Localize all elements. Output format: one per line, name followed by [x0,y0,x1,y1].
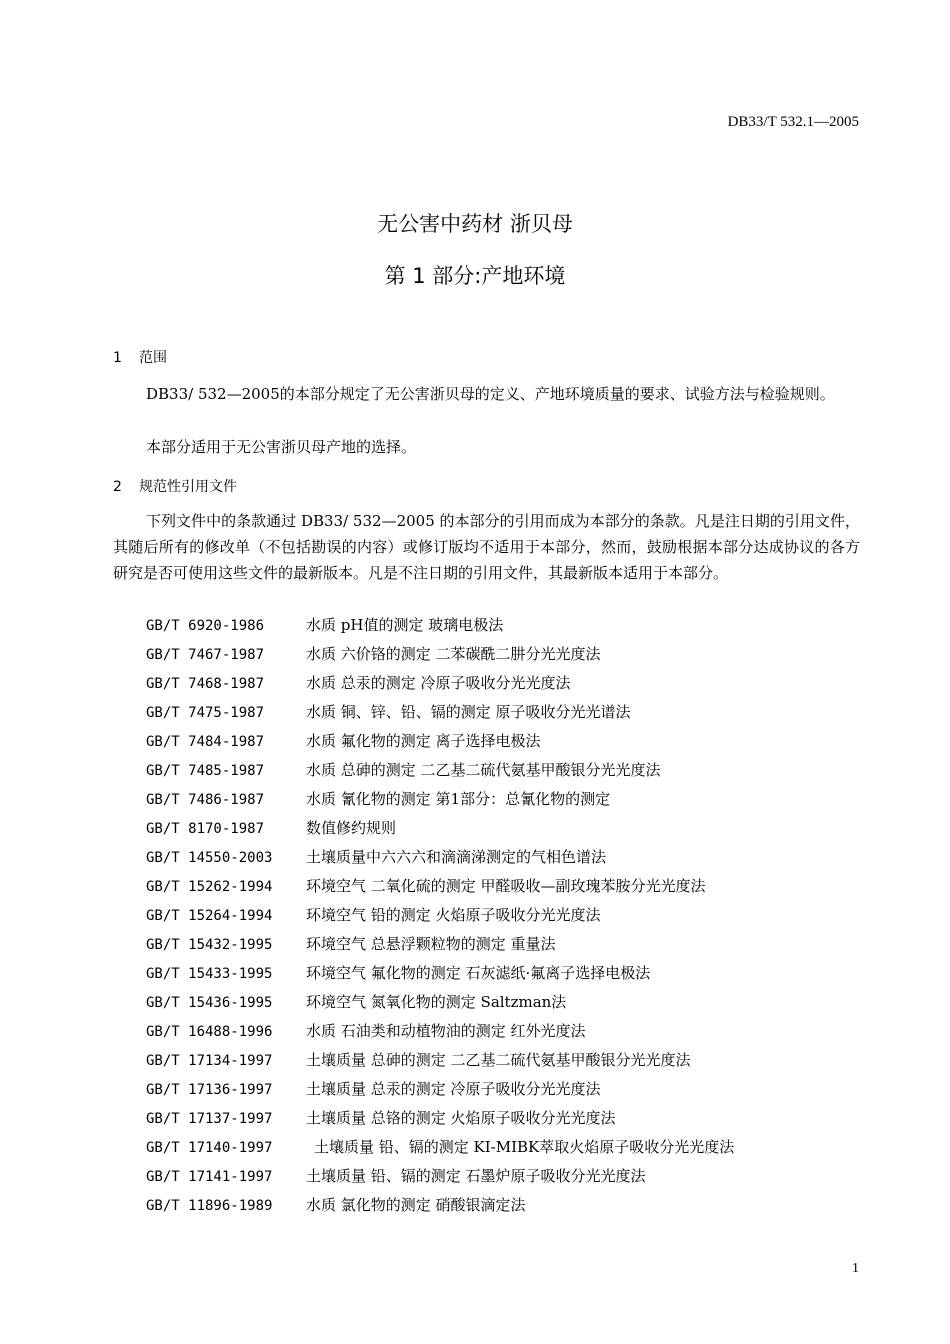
reference-code: GB/T 7475-1987 [146,705,265,721]
reference-title: 土壤质量 总汞的测定 冷原子吸收分光光度法 [306,1080,601,1098]
reference-item [146,727,860,756]
section-2-paragraph: 下列文件中的条款通过 DB33/ 532—2005 的本部分的引用而成为本部分的条款。凡是注日期的引用文件，其随后所有的修改单（不包括勘误的内容）或修订版均不适用于本部分，然而，鼓励根据本部分达成协议的各方研究是否可使用这些文件的最新版本。凡是不注日期的引用文件，其最新版本适用于本部分。 [113,512,860,582]
reference-item [146,611,860,640]
reference-item [146,1046,860,1075]
reference-title: 环境空气 总悬浮颗粒物的测定 重量法 [306,935,556,953]
reference-title: 环境空气 二氧化硫的测定 甲醛吸收—副玫瑰苯胺分光光度法 [306,877,706,895]
reference-title: 环境空气 氮氧化物的测定 Saltzman法 [306,993,567,1011]
section-number: 2 [113,479,122,495]
reference-title: 水质 氰化物的测定 第1部分：总氰化物的测定 [306,790,611,808]
reference-code: GB/T 7467-1987 [146,647,265,663]
reference-title: 土壤质量 总砷的测定 二乙基二硫代氨基甲酸银分光光度法 [306,1051,691,1069]
reference-code: GB/T 17141-1997 [146,1169,273,1185]
reference-code: GB/T 8170-1987 [146,821,265,837]
section-2-heading [113,476,237,496]
section-title: 规范性引用文件 [139,479,237,495]
reference-item [146,756,860,785]
page-number: 1 [852,1261,859,1276]
reference-code: GB/T 15264-1994 [146,908,273,924]
reference-item [146,1075,860,1104]
section-1-heading [113,347,167,367]
reference-title: 水质 氟化物的测定 离子选择电极法 [306,732,541,750]
reference-item [146,785,860,814]
reference-item [146,1017,860,1046]
document-title: 无公害中药材 浙贝母 [377,212,573,236]
reference-title: 土壤质量 总铬的测定 火焰原子吸收分光光度法 [306,1109,616,1127]
reference-code: GB/T 15436-1995 [146,995,273,1011]
standard-code: DB33/T 532.1—2005 [727,114,859,130]
reference-code: GB/T 15262-1994 [146,879,273,895]
reference-item [146,1162,860,1191]
reference-title: 土壤质量 铅、镉的测定 KI-MIBK萃取火焰原子吸收分光光度法 [314,1138,735,1156]
reference-title: 水质 总砷的测定 二乙基二硫代氨基甲酸银分光光度法 [306,761,661,779]
reference-code: GB/T 17140-1997 [146,1140,273,1156]
section-1-paragraph: DB33/ 532—2005的本部分规定了无公害浙贝母的定义、产地环境质量的要求、试验方法与检验规则。 [146,385,835,403]
reference-item [146,814,860,843]
reference-title: 水质 石油类和动植物油的测定 红外光度法 [306,1022,586,1040]
reference-code: GB/T 17137-1997 [146,1111,273,1127]
reference-code: GB/T 7468-1987 [146,676,265,692]
reference-title: 水质 氯化物的测定 硝酸银滴定法 [306,1196,526,1214]
reference-title: 环境空气 氟化物的测定 石灰滤纸·氟离子选择电极法 [306,964,651,982]
reference-item [146,698,860,727]
reference-code: GB/T 15433-1995 [146,966,273,982]
reference-item [146,872,860,901]
reference-code: GB/T 16488-1996 [146,1024,273,1040]
reference-item [146,988,860,1017]
reference-code: GB/T 7484-1987 [146,734,265,750]
reference-item [146,640,860,669]
reference-title: 土壤质量中六六六和滴滴涕测定的气相色谱法 [306,848,607,866]
reference-code: GB/T 15432-1995 [146,937,273,953]
reference-title: 水质 pH值的测定 玻璃电极法 [306,616,504,634]
reference-code: GB/T 11896-1989 [146,1198,273,1214]
section-1-paragraph: 本部分适用于无公害浙贝母产地的选择。 [146,438,417,456]
reference-code: GB/T 6920-1986 [146,618,265,634]
reference-title: 土壤质量 铅、镉的测定 石墨炉原子吸收分光光度法 [306,1167,646,1185]
reference-item [146,1191,860,1220]
reference-code: GB/T 7486-1987 [146,792,265,808]
document-subtitle: 第 1 部分:产地环境 [384,264,566,288]
reference-code: GB/T 7485-1987 [146,763,265,779]
reference-item [146,1133,860,1162]
reference-code: GB/T 17136-1997 [146,1082,273,1098]
reference-item [146,669,860,698]
reference-item [146,901,860,930]
section-title: 范围 [139,350,167,366]
reference-title: 环境空气 铅的测定 火焰原子吸收分光光度法 [306,906,601,924]
reference-code: GB/T 17134-1997 [146,1053,273,1069]
reference-item [146,1104,860,1133]
section-number: 1 [113,350,122,366]
reference-title: 水质 总汞的测定 冷原子吸收分光光度法 [306,674,571,692]
reference-title: 水质 铜、锌、铅、镉的测定 原子吸收分光光谱法 [306,703,631,721]
reference-code: GB/T 14550-2003 [146,850,273,866]
reference-item [146,959,860,988]
reference-title: 数值修约规则 [306,819,397,837]
reference-list [146,611,860,1220]
reference-item [146,930,860,959]
reference-title: 水质 六价铬的测定 二苯碳酰二肼分光光度法 [306,645,601,663]
reference-item [146,843,860,872]
